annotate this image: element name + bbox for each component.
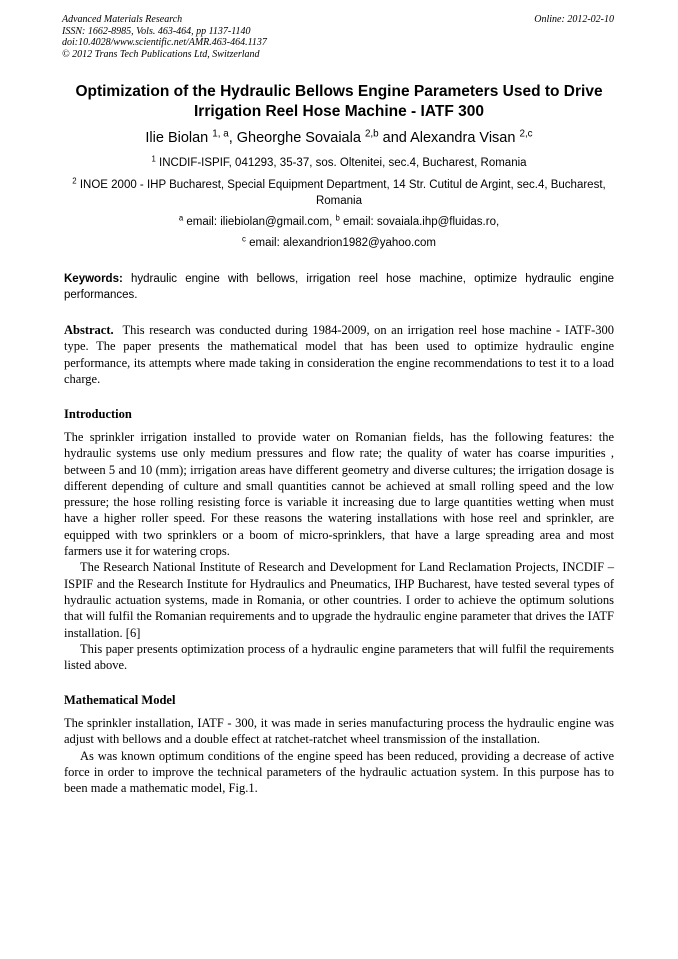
paragraph: The sprinkler irrigation installed to provide water on Romanian fields, has the following features: the hydraulic systems use only medium pressures and flow rate; the quality of water has coarse impurities , between 5 and 10 (mm); irrigation areas have different geometry and diverse cultures; the irrigation dosage is different depending of culture and small quantities cannot be achieved at small rolling speed and the low pressure; the hose rolling resisting force is variable it increasing due to large quantities wetting when must have a higher roller speed. For these reasons the watering installations with hose reel and sprinkler, are equipped with two sprinklers or a boom of micro-sprinklers, that have a large spreading area and most farmers use it for watering crops. (64, 430, 614, 559)
email-c[interactable]: email: alexandrion1982@yahoo.com (249, 237, 436, 249)
paragraph: As was known optimum conditions of the engine speed has been reduced, providing a decrease of active force in order to improve the technical parameters of the hydraulic actuation system. In this purpose has to been made a mathematic model, Fig.1. (64, 748, 614, 796)
paper-title: Optimization of the Hydraulic Bellows Engine Parameters Used to Drive Irrigation Reel Hose Machine - IATF 300 (75, 83, 603, 120)
journal-name: Advanced Materials Research (62, 14, 183, 25)
mathematical-model-heading: Mathematical Model (64, 693, 176, 707)
affiliation-text: INOE 2000 - IHP Bucharest, Special Equipment Department, 14 Str. Cutitul de Argint, sec.4, Bucharest, Romania (79, 179, 606, 207)
abstract-text: This research was conducted during 1984-2009, on an irrigation reel hose machine - IATF-300 type. The paper presents the mathematical model that has been used to optimize hydraulic engine performance, its attempts where made taking in consideration the engine recommendations to test it to a load charge. (64, 323, 614, 386)
affiliation-number: 1 (151, 154, 156, 164)
author-separator: and (378, 130, 411, 146)
abstract (64, 322, 614, 387)
introduction-heading: Introduction (64, 407, 132, 421)
paragraph: The Research National Institute of Research and Development for Land Reclamation Projects, INCDIF – ISPIF and the Research Institute for Hydraulics and Pneumatics, IHP Bucharest, have tested several types of hydraulic actuation systems, made in Romania, or other countries. I order to achieve the optimum solutions that will fulfil the Romanian requirements and to upgrade the hydraulic engine parameter that drives the IATF installation. [6] (64, 560, 614, 640)
copyright-line: © 2012 Trans Tech Publications Ltd, Switzerland (62, 48, 260, 60)
affiliation-1 (60, 155, 618, 171)
author-list (30, 129, 648, 147)
author-affiliation-marker: 2,b (364, 128, 379, 140)
email-marker: c (242, 234, 246, 244)
email-line-ab (60, 214, 618, 230)
keywords-text: hydraulic engine with bellows, irrigation reel hose machine, optimize hydraulic engine performances. (64, 273, 614, 301)
author-name: Ilie Biolan (145, 130, 209, 146)
email-line-c (60, 235, 618, 251)
author-affiliation-marker: 1, a (212, 128, 229, 140)
mathematical-model-body (64, 715, 614, 796)
abstract-label: Abstract. (64, 323, 114, 337)
paragraph: This paper presents optimization process of a hydraulic engine parameters that will fulfil the requirements listed above. (64, 641, 614, 673)
keywords-label: Keywords: (64, 273, 123, 285)
issn-line: ISSN: 1662-8985, Vols. 463-464, pp 1137-1140 (62, 25, 251, 37)
paragraph: The sprinkler installation, IATF - 300, it was made in series manufacturing process the hydraulic engine was adjust with bellows and a double effect at ratchet-ratchet wheel transmission of the installation. (64, 716, 614, 747)
affiliation-2 (60, 177, 618, 209)
email-marker: a (178, 213, 184, 223)
affiliation-number: 2 (72, 176, 77, 186)
author-separator: , (228, 130, 237, 146)
keywords (64, 271, 614, 303)
email-marker: b (335, 213, 340, 223)
email-a[interactable]: email: iliebiolan@gmail.com, (186, 216, 336, 228)
author-name: Alexandra Visan (410, 130, 516, 146)
affiliation-text: INCDIF-ISPIF, 041293, 35-37, sos. Oltenitei, sec.4, Bucharest, Romania (159, 157, 527, 169)
journal-header (62, 14, 267, 60)
author-affiliation-marker: 2,c (519, 128, 533, 140)
doi-line[interactable]: doi:10.4028/www.scientific.net/AMR.463-464.1137 (62, 37, 267, 48)
introduction-body (64, 429, 614, 673)
email-b[interactable]: email: sovaiala.ihp@fluidas.ro, (343, 216, 500, 228)
online-date: Online: 2012-02-10 (534, 14, 614, 25)
author-name: Gheorghe Sovaiala (236, 130, 361, 146)
